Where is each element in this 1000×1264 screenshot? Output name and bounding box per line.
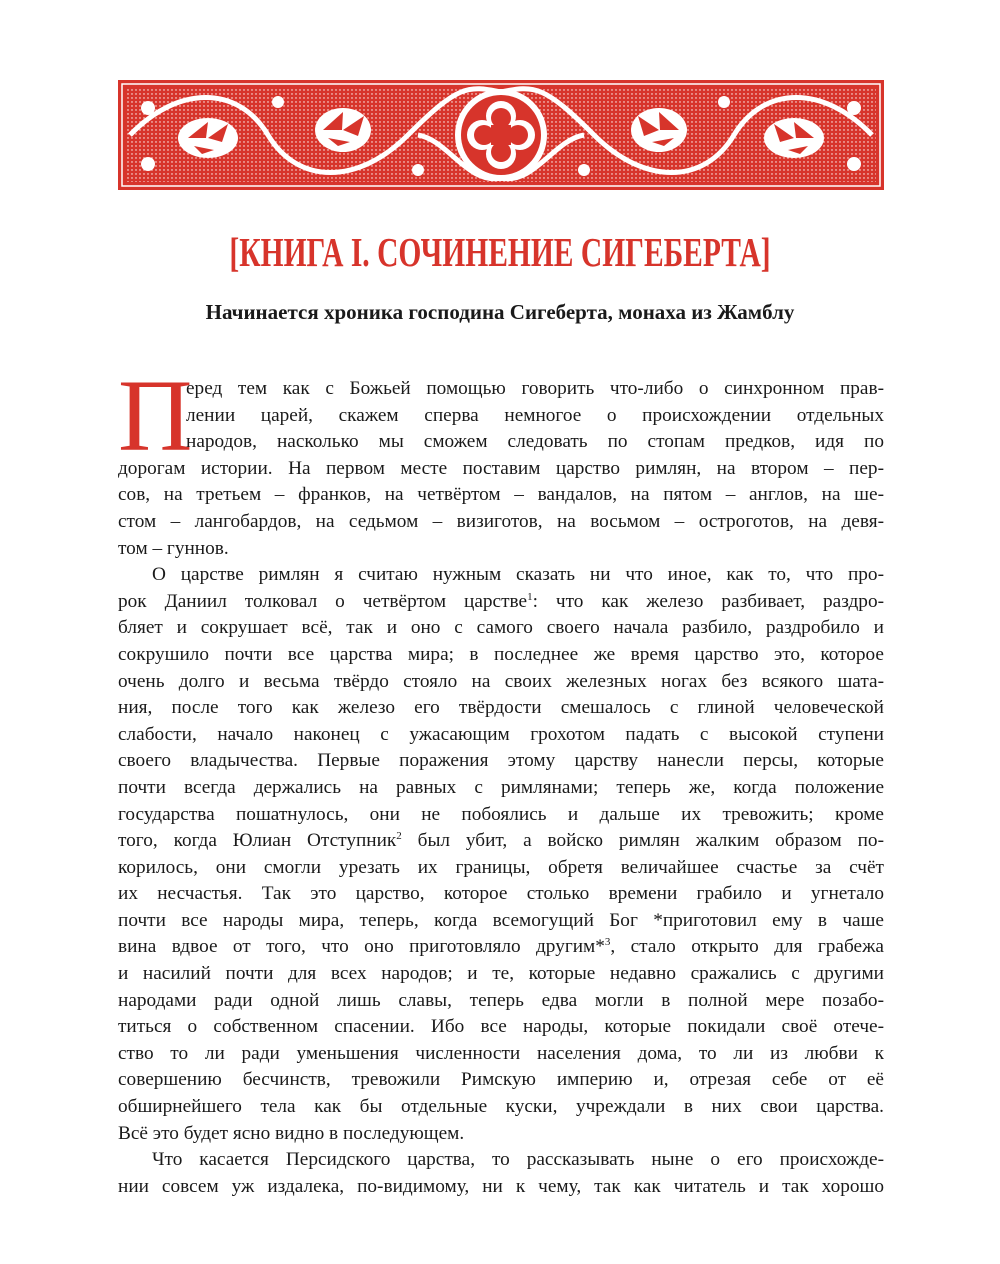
text-line: почти всегда держались на равных с римлянами; теперь же, когда положение (118, 776, 884, 798)
text-line: Всё это будет ясно видно в последующем. (118, 1122, 465, 1144)
text-line: совершению бесчинств, тревожили Римскую империю и, отрезая себе от её (118, 1069, 884, 1091)
text-line: их несчастья. Так это царство, которое столько времени грабило и угнетало (118, 883, 884, 905)
text-line: титься о собственном спасении. Ибо все народы, которые покидали своё отече- (118, 1016, 884, 1038)
text-line: Что касается Персидского царства, то рассказывать ныне о его происхожде- (152, 1149, 884, 1171)
drop-cap: П (118, 359, 193, 473)
ornamental-headpiece (118, 80, 884, 190)
text-line: государства пошатнулось, они не побоялись и дальше их тревожить; кроме (118, 803, 884, 825)
footnote-ref-1[interactable]: 1 (527, 590, 533, 603)
text-line: почти все народы мира, теперь, когда всемогущий Бог *приготовил ему в чаше (118, 909, 884, 931)
body-text (118, 359, 885, 1200)
text-line: ния, после того как железо его твёрдости смешалось с глиной человеческой (118, 697, 884, 719)
text-line: обширнейшего тела как бы отдельные куски, учреждали в них свои царства. (118, 1096, 884, 1118)
text-line: вина вдвое от того, что оно приготовляло другим*$^3$, стало открыто для грабежа (118, 936, 884, 958)
text-line: очень долго и весьма твёрдо стояло на своих железных ногах без всякого шата- (118, 670, 884, 692)
text-line: нии совсем уж издалека, по-видимому, ни к чему, так как читатель и так хорошо (118, 1175, 884, 1197)
text-line: слабости, начало наконец с ужасающим грохотом падать с высокой ступени (118, 723, 884, 745)
text-line: О царстве римлян я считаю нужным сказать ни что иное, как то, что про- (152, 564, 884, 586)
text-line: еред тем как с Божьей помощью говорить что-либо о синхронном прав- (186, 378, 884, 399)
text-line: том – гуннов. (118, 537, 229, 559)
footnote-ref-2[interactable]: 2 (396, 830, 402, 843)
text-line: бляет и сокрушает всё, так и оно с самого своего начала разбило, раздробило и (118, 617, 884, 639)
text-line: ство то ли ради уменьшения численности населения дома, то ли из любви к (118, 1042, 884, 1064)
text-line: сов, на третьем – франков, на четвёртом – вандалов, на пятом – англов, на ше- (118, 484, 884, 506)
text-line: того, когда Юлиан Отступник$^2$ был убит, а войско римлян жалким образом по- (118, 830, 884, 852)
text-line: народов, насколько мы сможем следовать по стопам предков, идя по (186, 431, 884, 453)
text-line: лении царей, скажем сперва немногое о происхождении отдельных (186, 404, 884, 426)
chapter-subtitle: Начинается хроника господина Сигеберта, монаха из Жамблу (205, 300, 795, 324)
text-line: корилось, они смогли урезать их границы, обретя величайшее счастье за счёт (118, 856, 884, 878)
text-line: стом – лангобардов, на седьмом – визиготов, на восьмом – остроготов, на девя- (118, 510, 884, 532)
text-line: своего владычества. Первые поражения этому царству нанесли персы, которые (118, 750, 884, 772)
text-line: рок Даниил толковал о четвёртом царстве$^1$: что как железо разбивает, раздро- (118, 590, 885, 612)
text-line: и насилий почти для всех народов; и те, которые недавно сражались с другими (118, 963, 884, 985)
chapter-title: [КНИГА I. СОЧИНЕНИЕ СИГЕБЕРТА] (229, 229, 771, 275)
text-line: дорогам истории. На первом месте поставим царство римлян, на втором – пер- (118, 457, 884, 479)
footnote-ref-3[interactable]: 3 (604, 936, 611, 949)
text-line: сокрушило почти все царства мира; в последнее же время царство это, которое (118, 643, 884, 665)
text-line: народами ради одной лишь славы, теперь едва могли в полной мере позабо- (118, 989, 884, 1011)
